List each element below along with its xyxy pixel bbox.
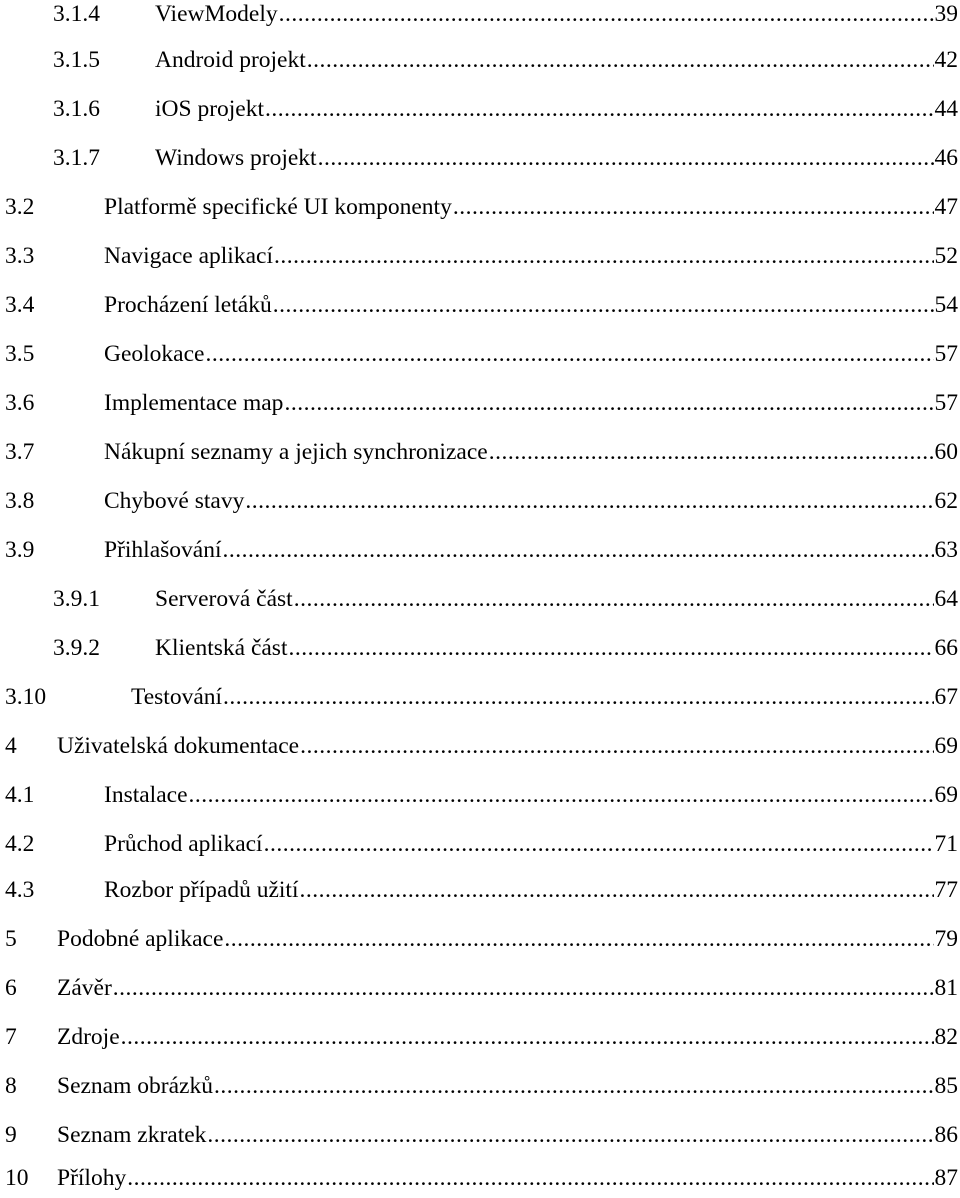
dot-leader [224, 919, 933, 959]
toc-entry-page: 69 [934, 782, 958, 808]
toc-entry[interactable] [0, 1017, 958, 1057]
toc-entry-number: 3.9.1 [53, 586, 100, 612]
dot-leader [264, 824, 934, 864]
toc-entry[interactable] [0, 89, 958, 129]
toc-entry-number: 9 [5, 1122, 17, 1148]
toc-entry-number: 10 [5, 1165, 29, 1191]
toc-entry-page: 69 [934, 733, 958, 759]
dot-leader [274, 236, 934, 276]
toc-entry-number: 5 [5, 926, 17, 952]
toc-entry[interactable] [0, 1066, 958, 1106]
toc-entry[interactable] [0, 236, 958, 276]
dot-leader [284, 383, 933, 423]
toc-entry-number: 7 [5, 1024, 17, 1050]
toc-entry[interactable] [0, 968, 958, 1008]
toc-entry-title: Navigace aplikací [104, 243, 273, 269]
toc-entry-page: 71 [934, 831, 958, 857]
toc-entry[interactable] [0, 285, 958, 325]
toc-entry[interactable] [0, 870, 958, 910]
dot-leader [207, 1115, 933, 1155]
toc-entry-number: 3.3 [5, 243, 35, 269]
dot-leader [279, 0, 934, 34]
toc-entry-page: 52 [934, 243, 958, 269]
toc-entry[interactable] [0, 919, 958, 959]
toc-entry-number: 4 [5, 733, 17, 759]
toc-entry-title: Seznam obrázků [57, 1073, 213, 1099]
dot-leader [294, 579, 934, 619]
toc-entry-title: Platformě specifické UI komponenty [104, 194, 452, 220]
toc-entry-title: Windows projekt [155, 145, 317, 171]
toc-entry[interactable] [0, 677, 958, 717]
toc-entry-title: iOS projekt [155, 96, 265, 122]
toc-entry-title: Chybové stavy [104, 488, 245, 514]
toc-entry-page: 60 [934, 439, 958, 465]
toc-entry-title: Android projekt [155, 47, 306, 73]
toc-entry-page: 63 [934, 537, 958, 563]
toc-entry-page: 64 [934, 586, 958, 612]
dot-leader [299, 870, 933, 910]
toc-entry-title: Uživatelská dokumentace [57, 733, 300, 759]
toc-entry-page: 42 [934, 47, 958, 73]
toc-entry-title: Implementace map [104, 390, 284, 416]
toc-entry[interactable] [0, 1158, 958, 1198]
toc-entry-page: 44 [934, 96, 958, 122]
toc-entry-title: Zdroje [57, 1024, 120, 1050]
toc-entry-number: 3.1.4 [53, 1, 100, 27]
toc-entry-page: 62 [934, 488, 958, 514]
dot-leader [205, 334, 933, 374]
toc-entry[interactable] [0, 187, 958, 227]
dot-leader [300, 726, 933, 766]
dot-leader [245, 481, 933, 521]
toc-entry-page: 39 [934, 1, 958, 27]
toc-entry-number: 3.9 [5, 537, 35, 563]
toc-entry[interactable] [0, 628, 958, 668]
toc-entry-number: 4.1 [5, 782, 35, 808]
toc-entry-title: ViewModely [155, 1, 278, 27]
toc-entry[interactable] [0, 824, 958, 864]
toc-entry-number: 4.2 [5, 831, 35, 857]
toc-entry[interactable] [0, 530, 958, 570]
toc-entry-page: 81 [934, 975, 958, 1001]
toc-entry-title: Nákupní seznamy a jejich synchronizace [104, 439, 488, 465]
toc-entry[interactable] [0, 383, 958, 423]
toc-entry-page: 46 [934, 145, 958, 171]
toc-entry-number: 3.9.2 [53, 635, 100, 661]
toc-entry-page: 82 [934, 1024, 958, 1050]
toc-entry-title: Klientská část [155, 635, 288, 661]
toc-entry-title: Průchod aplikací [104, 831, 263, 857]
dot-leader [223, 677, 933, 717]
toc-entry[interactable] [0, 138, 958, 178]
dot-leader [127, 1158, 933, 1198]
toc-entry[interactable] [0, 432, 958, 472]
dot-leader [223, 530, 934, 570]
toc-entry[interactable] [0, 334, 958, 374]
toc-entry-title: Testování [131, 684, 223, 710]
toc-entry-number: 6 [5, 975, 17, 1001]
dot-leader [273, 285, 934, 325]
toc-entry[interactable] [0, 1115, 958, 1155]
toc-entry-number: 8 [5, 1073, 17, 1099]
toc-entry-page: 79 [934, 926, 958, 952]
toc-entry-page: 86 [934, 1122, 958, 1148]
dot-leader [121, 1017, 934, 1057]
toc-entry-number: 3.7 [5, 439, 35, 465]
toc-entry-page: 66 [934, 635, 958, 661]
toc-entry[interactable] [0, 0, 958, 34]
toc-entry-page: 67 [934, 684, 958, 710]
dot-leader [307, 40, 934, 80]
toc-entry-number: 4.3 [5, 877, 35, 903]
toc-entry-title: Seznam zkratek [57, 1122, 207, 1148]
toc-entry-number: 3.1.6 [53, 96, 100, 122]
toc-entry-page: 47 [934, 194, 958, 220]
toc-entry[interactable] [0, 481, 958, 521]
toc-entry-title: Geolokace [104, 341, 205, 367]
toc-entry-title: Přílohy [57, 1165, 127, 1191]
toc-entry-page: 87 [934, 1165, 958, 1191]
dot-leader [265, 89, 933, 129]
toc-entry[interactable] [0, 726, 958, 766]
toc-entry-title: Procházení letáků [104, 292, 272, 318]
toc-entry-page: 77 [934, 877, 958, 903]
toc-entry-title: Přihlašování [104, 537, 222, 563]
dot-leader [189, 775, 934, 815]
toc-entry-title: Podobné aplikace [57, 926, 224, 952]
toc-entry-page: 57 [934, 390, 958, 416]
toc-entry-title: Serverová část [155, 586, 293, 612]
dot-leader [113, 968, 934, 1008]
dot-leader [214, 1066, 934, 1106]
dot-leader [489, 432, 934, 472]
toc-entry-page: 54 [934, 292, 958, 318]
toc-entry-title: Instalace [104, 782, 188, 808]
toc-entry-number: 3.1.7 [53, 145, 100, 171]
toc-entry-number: 3.10 [5, 684, 47, 710]
dot-leader [318, 138, 934, 178]
toc-entry[interactable] [0, 579, 958, 619]
toc-entry-number: 3.2 [5, 194, 35, 220]
dot-leader [288, 628, 933, 668]
dot-leader [453, 187, 934, 227]
toc-entry-number: 3.1.5 [53, 47, 100, 73]
toc-entry-page: 85 [934, 1073, 958, 1099]
toc-entry[interactable] [0, 40, 958, 80]
toc-entry-number: 3.4 [5, 292, 35, 318]
toc-entry-number: 3.5 [5, 341, 35, 367]
toc-entry-number: 3.6 [5, 390, 35, 416]
toc-entry[interactable] [0, 775, 958, 815]
toc-entry-page: 57 [934, 341, 958, 367]
toc-entry-number: 3.8 [5, 488, 35, 514]
toc-entry-title: Rozbor případů užití [104, 877, 299, 903]
toc-entry-title: Závěr [57, 975, 112, 1001]
